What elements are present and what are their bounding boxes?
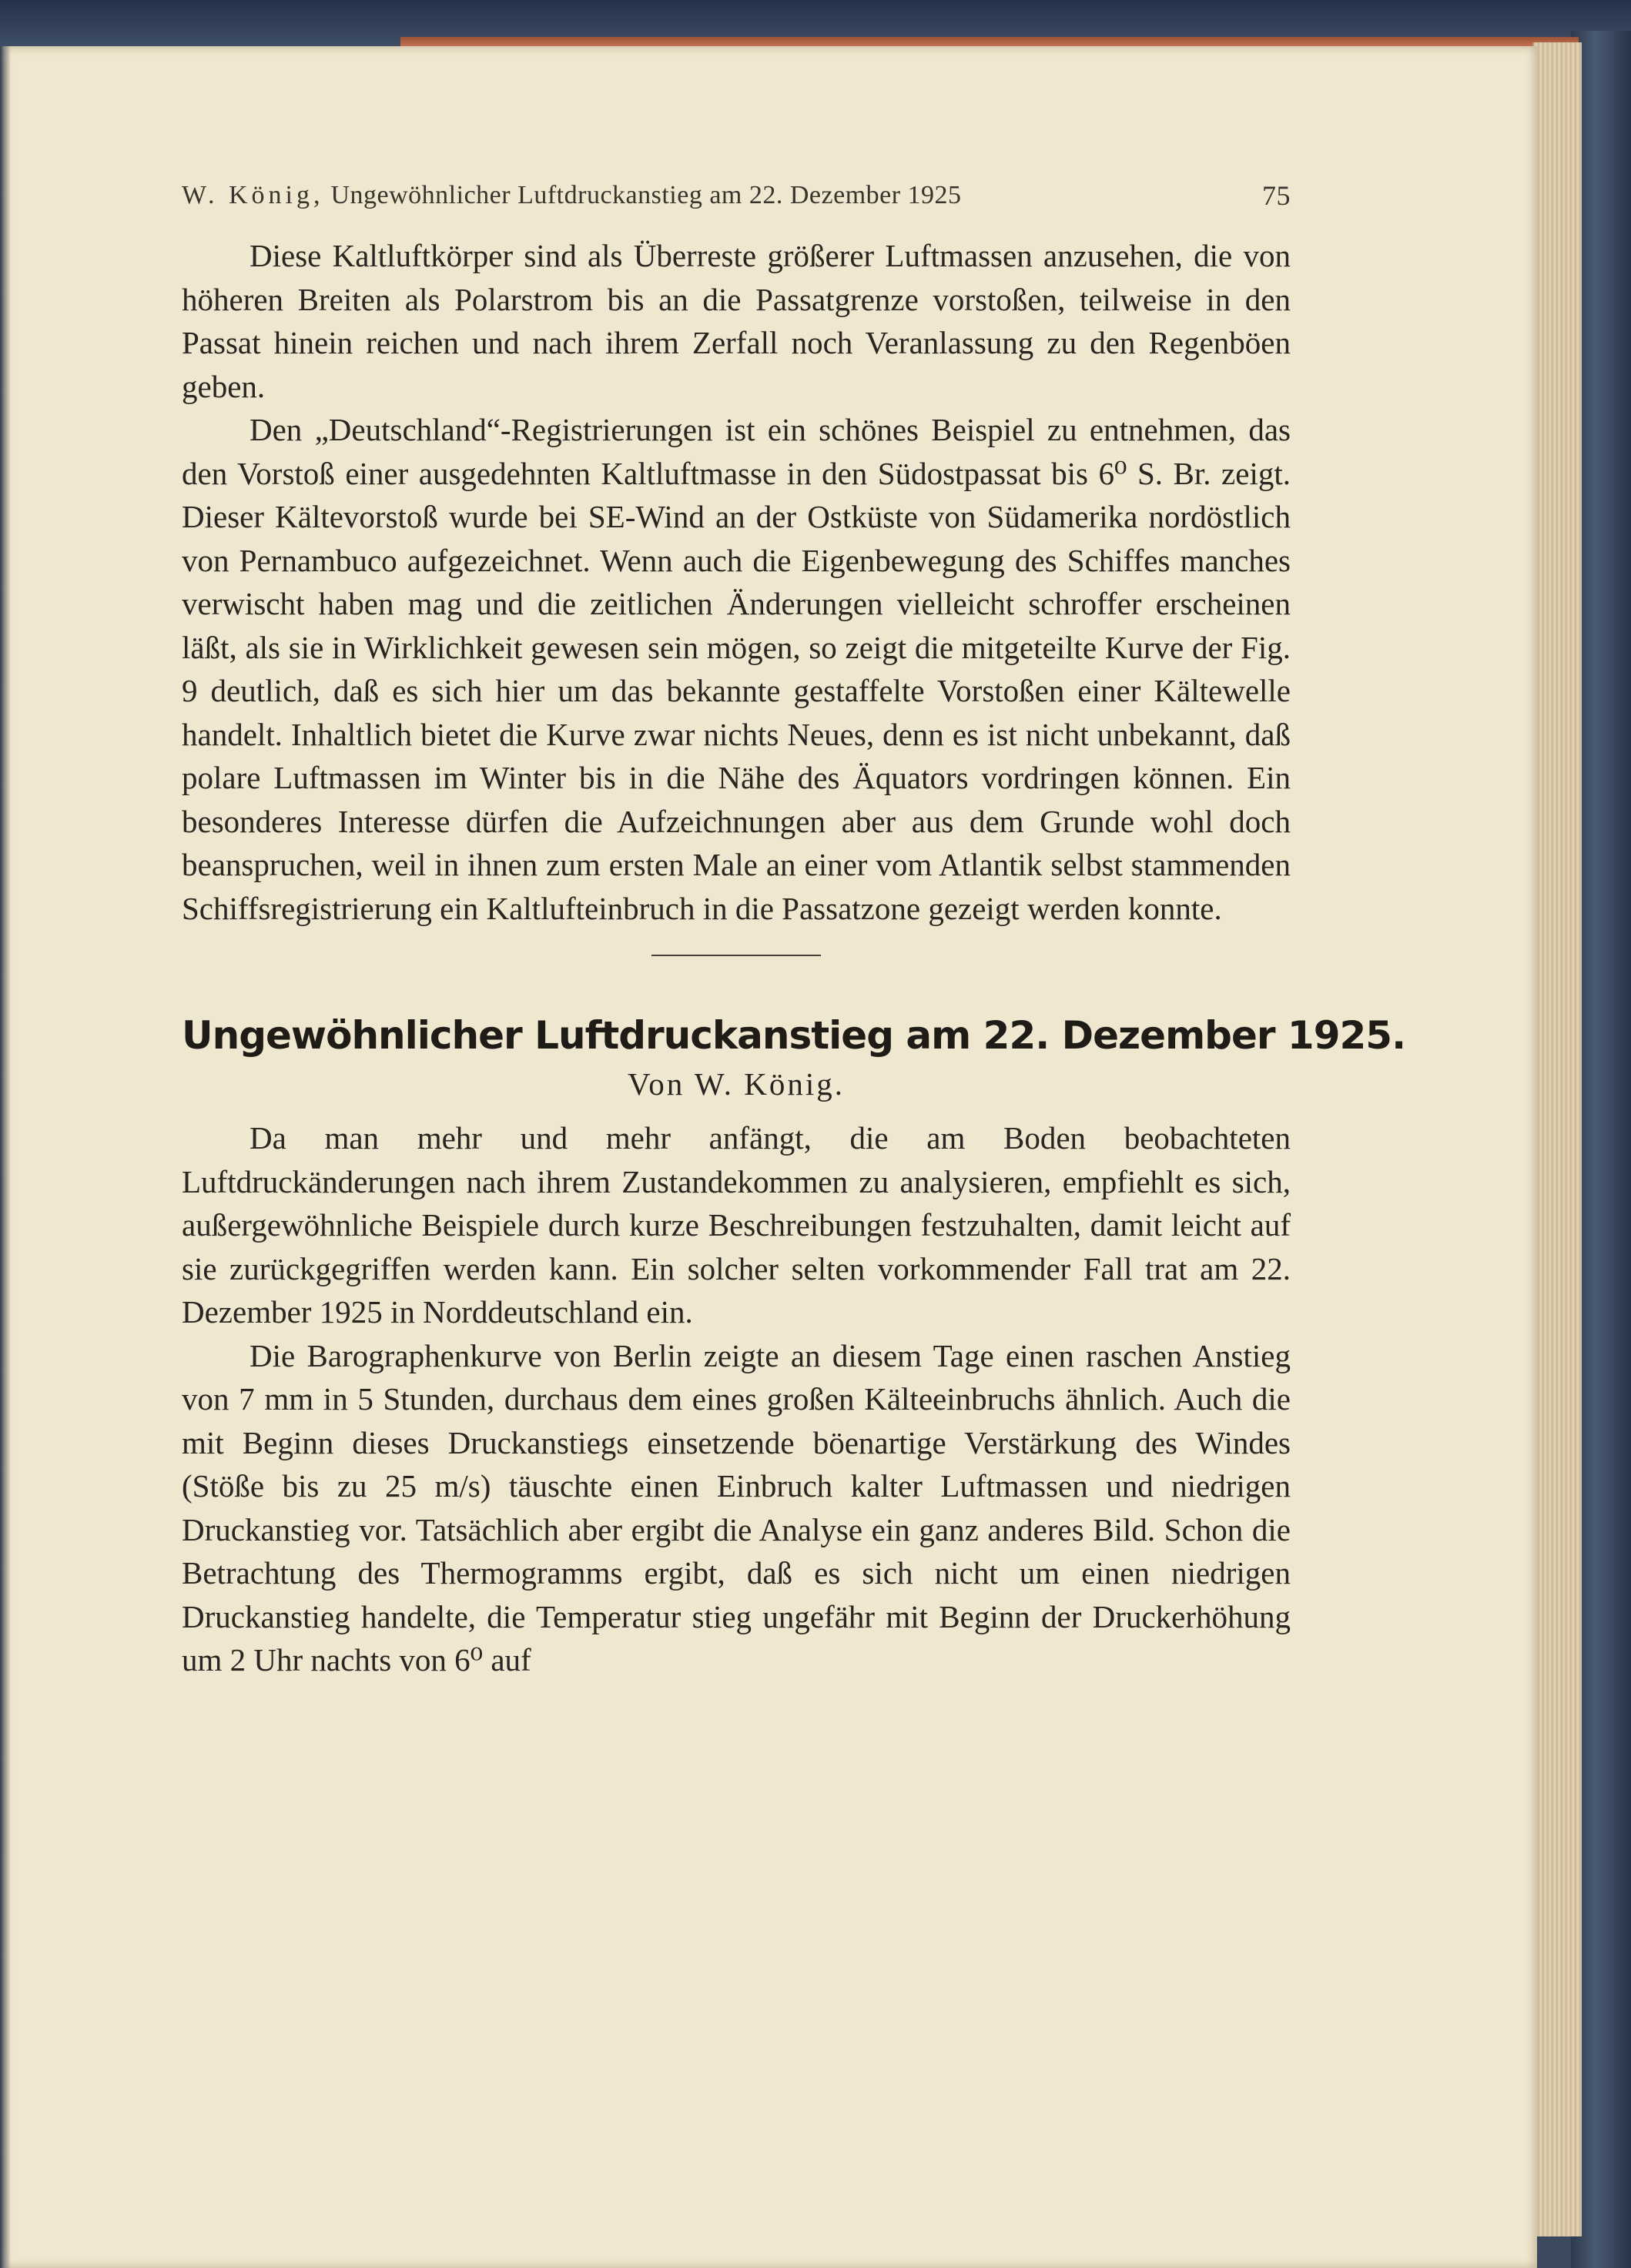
page-number: 75 bbox=[1262, 180, 1291, 211]
page-edge-right bbox=[1532, 42, 1582, 2236]
article-paragraph-2: Die Barographenkurve von Berlin zeigte an diesem Tage einen raschen Anstieg von 7 mm in 5 Stunden, durchaus dem eines großen Kälteeinbruchs ähnlich. Auch die mit Beginn dieses Druckanstiegs einsetzende böenartige Verstärkung des Windes (Stöße bis zu 25 m/s) täuschte einen Einbruch kalter Luftmassen und niedrigen Druckanstieg vor. Tatsächlich aber ergibt die Analyse ein ganz anderes Bild. Schon die Betrachtung des Thermogramms ergibt, daß es sich nicht um einen niedrigen Druckanstieg handelte, die Temperatur stieg ungefähr mit Beginn der Druckerhöhung um 2 Uhr nachts von 6⁰ auf bbox=[182, 1337, 1291, 1678]
previous-article-paragraph-2: Den „Deutschland“-Registrierungen ist ein schönes Beispiel zu entnehmen, das den Vorstoß einer ausgedehnten Kaltluftmasse in den Südostpassat bis 6⁰ S. Br. zeigt. Dieser Kältevorstoß wurde bei SE-Wind an der Ostküste von Südamerika nordöstlich von Pernambuco aufgezeichnet. Wenn auch die Eigenbewegung des Schiffes manches verwischt haben mag und die zeitlichen Änderungen vielleicht schroffer erscheinen läßt, als sie in Wirklichkeit gewesen sein mögen, so zeigt die mitgeteilte Kurve der Fig. 9 deutlich, daß es sich hier um das bekannte gestaffelte Vorstoßen einer Kältewelle handelt. Inhaltlich bietet die Kurve zwar nichts Neues, denn es ist nicht unbekannt, daß polare Luftmassen im Winter bis in die Nähe des Äquators vordringen können. Ein besonderes Interesse dürfen die Aufzeichnungen aber aus dem Grunde wohl doch beanspruchen, weil in ihnen zum ersten Male an einer vom Atlantik selbst stammenden Schiffsregistrierung ein Kaltlufteinbruch in die Passatzone gezeigt werden konnte. bbox=[182, 412, 1291, 926]
text-block bbox=[182, 172, 1406, 1682]
divider-rule bbox=[651, 955, 821, 956]
book-page bbox=[0, 46, 1537, 2268]
running-head-title: Ungewöhnlicher Luftdruckanstieg am 22. Dezember 1925 bbox=[330, 181, 962, 209]
running-head bbox=[182, 172, 1291, 219]
running-head-author: W. König, bbox=[182, 181, 324, 209]
previous-article-paragraph-1: Diese Kaltluftkörper sind als Überreste größerer Luftmassen anzusehen, die von höheren Breiten als Polarstrom bis an die Passatgrenze vorstoßen, teilweise in den Passat hinein reichen und nach ihrem Zerfall noch Veranlassung zu den Regenböen geben. bbox=[182, 238, 1291, 404]
article-title: Ungewöhnlicher Luftdruckanstieg am 22. Dezember 1925. bbox=[182, 1013, 1406, 1058]
article-byline: Von W. König. bbox=[627, 1066, 846, 1102]
section-divider bbox=[182, 930, 1291, 1001]
article-paragraph-1: Da man mehr und mehr anfängt, die am Boden beobachteten Luftdruckänderungen nach ihrem Zustandekommen zu analysieren, empfiehlt es sich, außergewöhnliche Beispiele durch kurze Beschreibungen festzuhalten, damit leicht auf sie zurückgegriffen werden kann. Ein solcher selten vorkommender Fall trat am 22. Dezember 1925 in Norddeutschland ein. bbox=[182, 1120, 1291, 1330]
